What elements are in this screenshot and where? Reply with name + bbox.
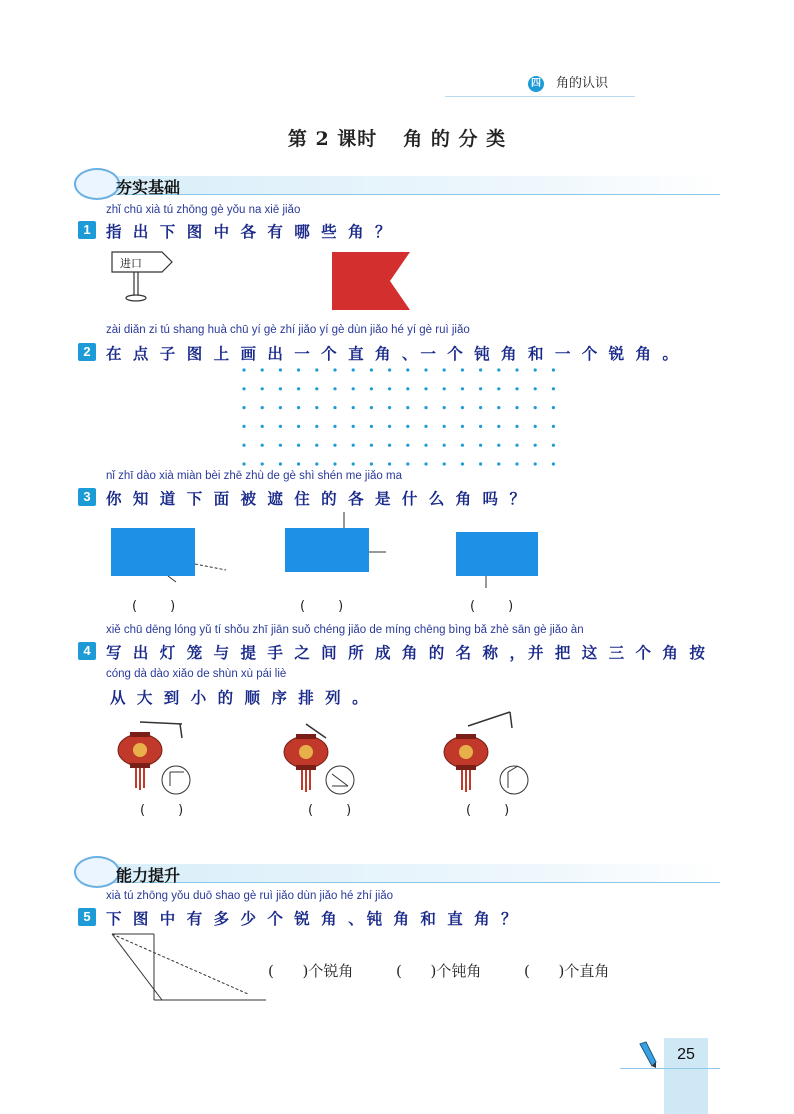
grid-dot [534, 387, 537, 390]
section-title-basic: 夯实基础 [116, 180, 181, 197]
grid-dot [534, 444, 537, 447]
grid-dot [315, 406, 318, 409]
grid-dot [261, 406, 264, 409]
q5-text: 下 图 中 有 多 少 个 锐 角 、钝 角 和 直 角 ？ [106, 910, 520, 928]
q4-pinyin-2: cóng dà dào xiǎo de shùn xù pái liè [106, 668, 287, 680]
q3-number: 3 [78, 488, 96, 506]
grid-dot [333, 444, 336, 447]
grid-dot [352, 425, 355, 428]
page-rule [620, 1068, 720, 1069]
grid-dot [461, 368, 464, 371]
grid-dot [388, 462, 391, 465]
grid-dot [461, 425, 464, 428]
grid-dot [279, 425, 282, 428]
grid-dot [279, 387, 282, 390]
header-rule [445, 96, 635, 97]
grid-dot [279, 368, 282, 371]
grid-dot [406, 368, 409, 371]
grid-dot [552, 387, 555, 390]
grid-dot [297, 425, 300, 428]
sign-text: 进口 [120, 257, 142, 270]
grid-dot [279, 462, 282, 465]
unit-badge: 四 [528, 76, 544, 92]
lantern-2 [284, 724, 354, 794]
cover-rect-2 [285, 528, 369, 572]
grid-dot [352, 406, 355, 409]
q4-text: 写 出 灯 笼 与 提 手 之 间 所 成 角 的 名 称 ，并 把 这 三 个 角 按 [106, 644, 708, 662]
dot-grid[interactable] [238, 366, 558, 470]
grid-dot [261, 462, 264, 465]
q4-blank-2[interactable]: ( ) [308, 803, 352, 818]
grid-dot [424, 406, 427, 409]
grid-dot [497, 462, 500, 465]
lesson-number: 第 2 课时 [287, 128, 378, 150]
grid-dot [515, 425, 518, 428]
grid-dot [424, 368, 427, 371]
grid-dot [497, 368, 500, 371]
q4-blank-3[interactable]: ( ) [466, 803, 510, 818]
q3-blank-3[interactable]: ( ) [470, 599, 514, 614]
q4-pinyin: xiě chū dēng lóng yǔ tí shǒu zhī jiān suǒ chéng jiǎo de míng chēng bìng bǎ zhè sān gè jiǎo àn [106, 624, 584, 636]
q5-answer-acute[interactable]: ( )个锐角 [268, 962, 354, 980]
grid-dot [297, 368, 300, 371]
grid-dot [552, 425, 555, 428]
grid-dot [315, 444, 318, 447]
grid-dot [242, 387, 245, 390]
grid-dot [370, 425, 373, 428]
grid-dot [424, 462, 427, 465]
grid-dot [515, 444, 518, 447]
grid-dot [261, 368, 264, 371]
grid-dot [388, 368, 391, 371]
grid-dot [552, 462, 555, 465]
grid-dot [443, 462, 446, 465]
grid-dot [479, 444, 482, 447]
grid-dot [352, 368, 355, 371]
grid-dot [279, 444, 282, 447]
grid-dot [479, 387, 482, 390]
grid-dot [424, 425, 427, 428]
pencil-icon [636, 1040, 660, 1070]
q5-answer-right[interactable]: ( )个直角 [524, 962, 610, 980]
grid-dot [261, 425, 264, 428]
grid-dot [370, 462, 373, 465]
grid-dot [479, 462, 482, 465]
grid-dot [315, 462, 318, 465]
grid-dot [370, 444, 373, 447]
grid-dot [443, 387, 446, 390]
grid-dot [479, 368, 482, 371]
grid-dot [388, 406, 391, 409]
grid-dot [388, 444, 391, 447]
grid-dot [352, 462, 355, 465]
grid-dot [333, 368, 336, 371]
grid-dot [370, 406, 373, 409]
grid-dot [315, 425, 318, 428]
grid-dot [370, 368, 373, 371]
grid-dot [534, 462, 537, 465]
grid-dot [424, 387, 427, 390]
grid-dot [534, 368, 537, 371]
grid-dot [388, 425, 391, 428]
page-number: 25 [677, 1046, 695, 1063]
grid-dot [242, 462, 245, 465]
grid-dot [315, 368, 318, 371]
grid-dot [424, 444, 427, 447]
q1-number: 1 [78, 221, 96, 239]
cover-rect-1 [111, 528, 195, 576]
section-banner-basic [100, 176, 720, 194]
grid-dot [461, 462, 464, 465]
grid-dot [242, 425, 245, 428]
grid-dot [406, 444, 409, 447]
grid-dot [497, 387, 500, 390]
grid-dot [515, 462, 518, 465]
grid-dot [333, 462, 336, 465]
grid-dot [297, 444, 300, 447]
lantern-1 [118, 722, 190, 794]
section-banner-line [100, 194, 720, 195]
grid-dot [242, 406, 245, 409]
grid-dot [242, 368, 245, 371]
grid-dot [552, 368, 555, 371]
grid-dot [552, 444, 555, 447]
grid-dot [443, 425, 446, 428]
grid-dot [515, 406, 518, 409]
grid-dot [443, 406, 446, 409]
grid-dot [297, 387, 300, 390]
grid-dot [333, 406, 336, 409]
lantern-3 [444, 712, 528, 794]
grid-dot [406, 406, 409, 409]
dragon-icon [74, 168, 120, 200]
q1-pinyin: zhǐ chū xià tú zhōng gè yǒu na xiē jiǎo [106, 204, 301, 216]
cover-rect-3 [456, 532, 538, 576]
grid-dot [443, 368, 446, 371]
section-title-advanced: 能力提升 [116, 868, 181, 885]
lanterns-figure [112, 708, 552, 804]
grid-dot [279, 406, 282, 409]
grid-dot [406, 462, 409, 465]
grid-dot [352, 444, 355, 447]
angles-figure [108, 930, 272, 1006]
grid-dot [297, 462, 300, 465]
q4-blank-1[interactable]: ( ) [140, 803, 184, 818]
grid-dot [515, 368, 518, 371]
grid-dot [461, 406, 464, 409]
grid-dot [534, 425, 537, 428]
q3-text: 你 知 道 下 面 被 遮 住 的 各 是 什 么 角 吗 ？ [106, 490, 528, 508]
entrance-sign-figure [106, 248, 186, 308]
grid-dot [497, 444, 500, 447]
q2-text: 在 点 子 图 上 画 出 一 个 直 角 、一 个 钝 角 和 一 个 锐 角 。 [106, 345, 681, 363]
q3-blank-1[interactable]: ( ) [132, 599, 176, 614]
grid-dot [242, 444, 245, 447]
grid-dot [297, 406, 300, 409]
grid-dot [479, 425, 482, 428]
grid-dot [261, 444, 264, 447]
q2-number: 2 [78, 343, 96, 361]
grid-dot [497, 425, 500, 428]
q5-answer-obtuse[interactable]: ( )个钝角 [396, 962, 482, 980]
grid-dot [315, 387, 318, 390]
grid-dot [406, 425, 409, 428]
q3-pinyin: nǐ zhī dào xià miàn bèi zhē zhù de gè shì shén me jiǎo ma [106, 470, 402, 482]
grid-dot [388, 387, 391, 390]
q1-text: 指 出 下 图 中 各 有 哪 些 角 ？ [106, 223, 394, 241]
grid-dot [333, 387, 336, 390]
q4-text-2: 从 大 到 小 的 顺 序 排 列 。 [110, 689, 371, 707]
q2-pinyin: zài diǎn zi tú shang huà chū yí gè zhí jiǎo yí gè dùn jiǎo hé yí gè ruì jiǎo [106, 324, 470, 336]
grid-dot [461, 444, 464, 447]
section-banner-advanced [100, 864, 720, 882]
grid-dot [370, 387, 373, 390]
section-banner-line [100, 882, 720, 883]
grid-dot [534, 406, 537, 409]
dragon-icon [74, 856, 120, 888]
unit-title: 角的认识 [556, 76, 609, 91]
q5-pinyin: xià tú zhōng yǒu duō shao gè ruì jiǎo dùn jiǎo hé zhí jiǎo [106, 890, 394, 902]
grid-dot [333, 425, 336, 428]
grid-dot [443, 444, 446, 447]
flag-figure [332, 252, 412, 312]
grid-dot [461, 387, 464, 390]
grid-dot [552, 406, 555, 409]
q3-blank-2[interactable]: ( ) [300, 599, 344, 614]
grid-dot [406, 387, 409, 390]
covered-angles-figure [108, 512, 548, 588]
lesson-name: 角 的 分 类 [403, 128, 507, 150]
grid-dot [261, 387, 264, 390]
grid-dot [497, 406, 500, 409]
q5-number: 5 [78, 908, 96, 926]
grid-dot [515, 387, 518, 390]
q4-number: 4 [78, 642, 96, 660]
grid-dot [479, 406, 482, 409]
grid-dot [352, 387, 355, 390]
lesson-title [0, 124, 794, 151]
